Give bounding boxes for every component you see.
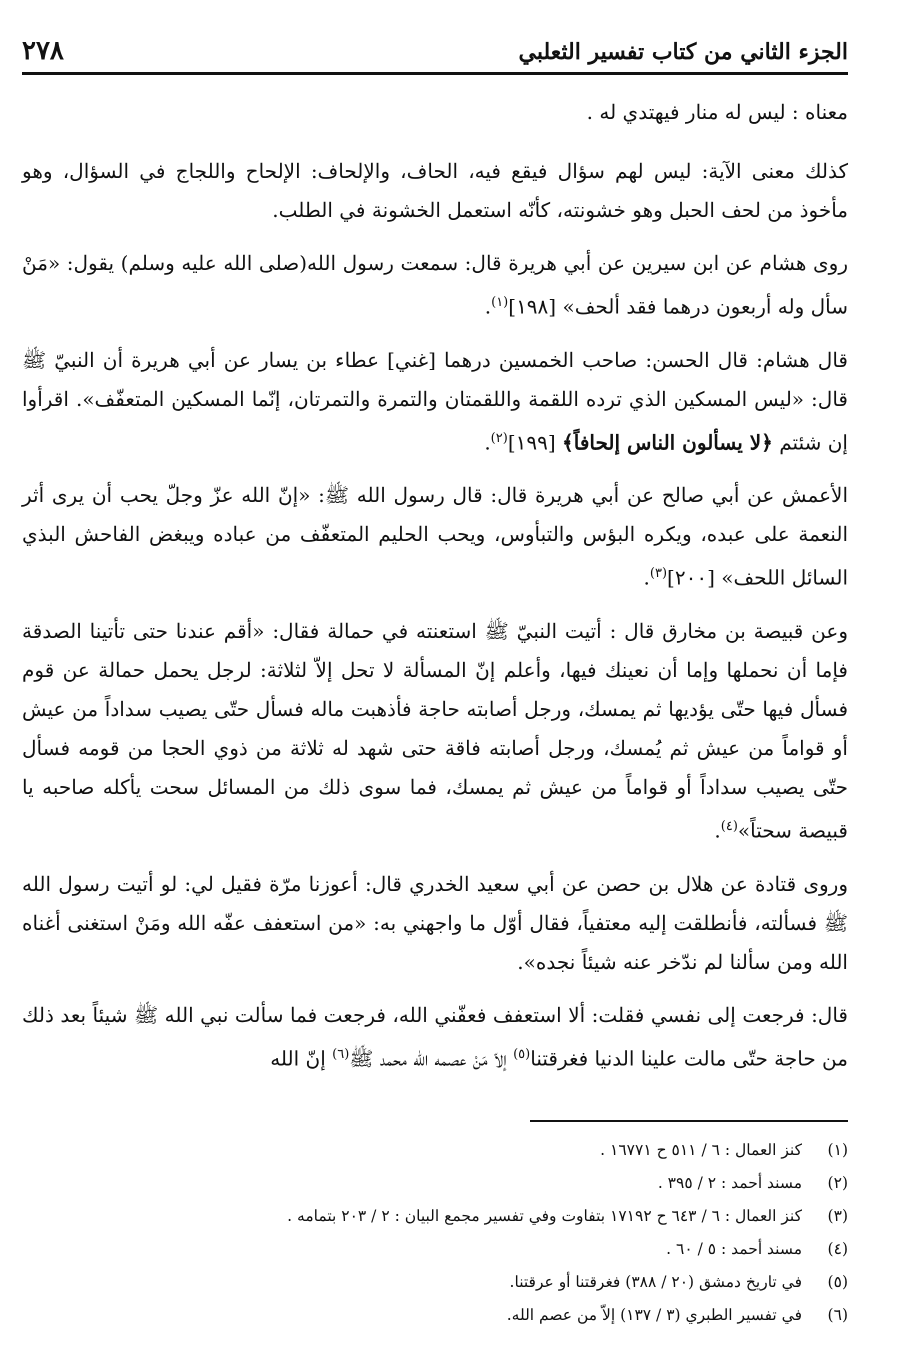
running-title: الجزء الثاني من كتاب تفسير الثعلبي xyxy=(518,39,848,65)
footnote xyxy=(22,1134,848,1167)
footnote-ref: (٣) xyxy=(649,566,668,582)
footnotes xyxy=(22,1134,848,1332)
footnote-text: في تفسير الطبري (٣ / ١٣٧) إلاّ من عصم الله. xyxy=(506,1306,802,1325)
footnote-number: (٣) xyxy=(827,1207,848,1226)
paragraph: وروى قتادة عن هلال بن حصن عن أبي سعيد الخدري قال: أعوزنا مرّة فقيل لي: لو أتيت رسول الله ﷺ فسألته، فأنطلقت إليه معتفياً، فقال أوّل ما واجهني به: «من استعفف عفّه الله ومَنْ استغنى أغناه الله ومن سألنا لم ندّخر عنه شيئاً نجده». xyxy=(22,871,848,974)
footnote-ref: (٤) xyxy=(720,818,738,834)
footnote-text: في تاريخ دمشق (٢٠ / ٣٨٨) فغرقتنا أو عرقتنا. xyxy=(509,1273,802,1292)
footnote-text: كنز العمال : ٦ / ٦٤٣ ح ١٧١٩٢ بتفاوت وفي تفسير مجمع البيان : ٢ / ٢٠٣ بتمامه . xyxy=(287,1207,802,1226)
footnote-ref: (٢) xyxy=(490,430,508,446)
footnote-rule-wrap xyxy=(22,1092,848,1134)
page-number: ٢٧٨ xyxy=(22,36,64,66)
footnote-ref: (١) xyxy=(491,295,509,310)
paragraph: وعن قبيصة بن مخارق قال : أتيت النبيّ ﷺ استعنته في حمالة فقال: «أقم عندنا حتى تأتينا الصدقة فإما أن نحملها وإما أن نعينك فيها، وأعلم إنّ المسألة لا تحل إلاّ لثلاثة: لرجل يحمل حمالة عن قوم فسأل فيها حتّى يؤديها ثم يمسك، ورجل أصابته حاجة فأذهبت ماله فسأل حتّى يصيب سداداً من عيش أو قواماً من عيش ثم يُمسك، ورجل أصابته فاقة حتى شهد له ثلاثة من ذوي الحجا من قومه فسأل حتّى يصيب سداداً أو قواماً من عيش ثم يمسك، فما سوى ذلك من المسائل سحت يأكله صاحبه يا قبيصة سحتاً»$^{(٤)}$. xyxy=(22,618,848,843)
footnote xyxy=(22,1299,848,1332)
paragraph: كذلك معنى الآية: ليس لهم سؤال فيقع فيه، الحاف، والإلحاف: الإلحاح واللجاج في السؤال، وهو مأخوذ من لحف الحبل وهو خشونته، كأنّه استعمل الخشونة في الطلب. xyxy=(22,159,848,222)
footnote xyxy=(22,1266,848,1299)
footnote xyxy=(22,1167,848,1200)
footnote xyxy=(22,1233,848,1266)
footnote-number: (١) xyxy=(827,1141,848,1160)
footnote xyxy=(22,1200,848,1233)
paragraph: قال هشام: قال الحسن: صاحب الخمسين درهما [غني] عطاء بن يسار عن أبي هريرة أن النبيّ ﷺ قال: «ليس المسكين الذي ترده اللقمة واللقمتان والتمرة والتمرتان، إنّما المسكين المتعفّف». اقرأوا إن شئتم ﴿لا يسألون الناس إلحافاً﴾ [١٩٩]$^{(٢)}$. xyxy=(22,347,848,455)
footnote-number: (٥) xyxy=(827,1273,848,1292)
footnote-number: (٤) xyxy=(827,1240,848,1259)
footnote-number: (٢) xyxy=(827,1174,848,1193)
paragraph: قال: فرجعت إلى نفسي فقلت: ألا استعفف فعفّني الله، فرجعت فما سألت نبي الله ﷺ شيئاً بعد ذلك من حاجة حتّى مالت علينا الدنيا فغرقتنا$^{(٥)}$ إلاّ مَنْ عصمه الله محمد ﷺ$^{(٦)}$ إنّ الله xyxy=(22,1002,848,1071)
paragraph: الأعمش عن أبي صالح عن أبي هريرة قال: قال رسول الله ﷺ: «إنّ الله عزّ وجلّ يحب أن يرى أثر النعمة على عبده، ويكره البؤس والتبأوس، ويحب الحليم المتعفّف من عباده ويبغض الفاحش البذي السائل اللحف» [٢٠٠]$^{(٣)}$. xyxy=(22,483,848,590)
footnote-rule xyxy=(530,1120,848,1122)
footnote-text: كنز العمال : ٦ / ٥١١ ح ١٦٧٧١ . xyxy=(600,1141,802,1160)
paragraph: روى هشام عن ابن سيرين عن أبي هريرة قال: سمعت رسول الله(صلى الله عليه وسلم) يقول: «مَنْ سأل وله أربعون درهما فقد ألحف» [١٩٨]$^{(١)}$. xyxy=(22,251,848,319)
page-header xyxy=(22,36,848,70)
footnote-text: مسند أحمد : ٥ / ٦٠ . xyxy=(666,1240,802,1259)
footnote-text: مسند أحمد : ٢ / ٣٩٥ . xyxy=(657,1174,802,1193)
footnote-number: (٦) xyxy=(827,1306,848,1325)
footnote-ref: (٥) xyxy=(513,1046,531,1062)
quran-quote: ﴿لا يسألون الناس إلحافاً﴾ xyxy=(562,430,773,455)
footnote-ref: (٦) xyxy=(332,1046,350,1062)
paragraph: معناه : ليس له منار فيهتدي له . xyxy=(586,100,848,124)
header-rule xyxy=(22,72,848,75)
body-text xyxy=(22,93,848,1078)
